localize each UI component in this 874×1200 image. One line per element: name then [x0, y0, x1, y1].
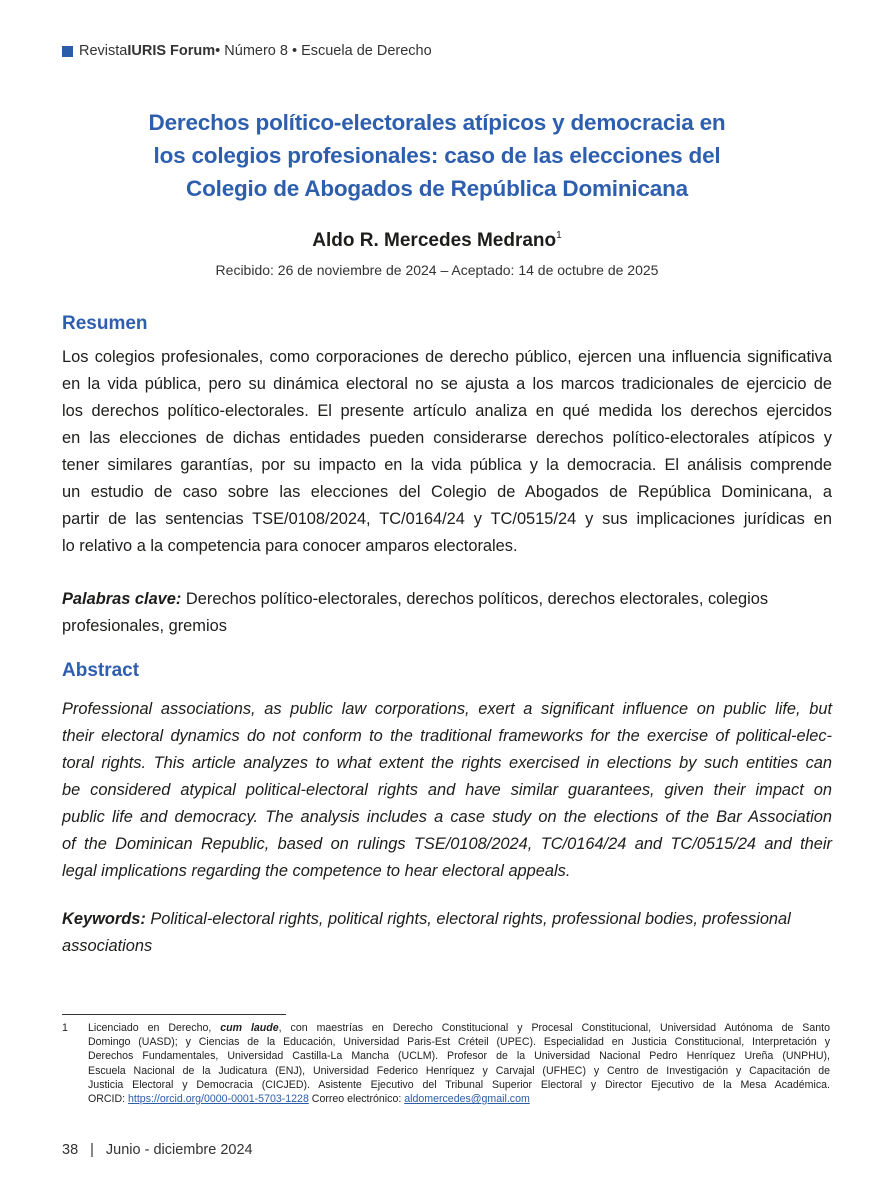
palabras-clave-label: Palabras clave:: [62, 590, 182, 608]
keywords: [62, 906, 832, 960]
author-footnote-mark: 1: [556, 230, 562, 241]
resumen-body: [62, 344, 832, 560]
article-title: [80, 106, 794, 205]
resumen-line: partir de las sentencias TSE/0108/2024, TC/0164/24 y TC/0515/24 y sus implicaciones jurídicas en: [62, 510, 832, 528]
author-name: Aldo R. Mercedes Medrano: [312, 230, 557, 251]
footnote-emphasis: cum laude: [220, 1022, 279, 1034]
email-label: Correo electrónico:: [308, 1093, 405, 1106]
email-link[interactable]: aldomercedes@gmail.com: [404, 1093, 530, 1106]
resumen-line: en la vida pública, pero su dinámica electoral no se ajusta a los marcos tradicionales de ejercicio de: [62, 375, 832, 393]
journal-name: IURIS Forum: [127, 43, 216, 59]
author: [0, 230, 874, 252]
resumen-line: lo relativo a la competencia para conocer amparos electorales.: [62, 537, 518, 555]
keywords-text: Political-electoral rights, political rights, electoral rights, professional bodies, professional: [145, 910, 791, 928]
abstract-heading: Abstract: [62, 660, 140, 681]
footnote-line: [88, 1092, 830, 1106]
footnote-text: , con maestrías en Derecho Constitucional y Procesal Constitucional, Universidad Autónoma de Santo: [278, 1022, 830, 1034]
footnote-line: Justicia Electoral y Democracia (CICJED). Asistente Ejecutivo del Tribunal Superior Electoral y Director Ejecutivo de la Mesa Académica.: [88, 1078, 830, 1091]
issue-period: Junio - diciembre 2024: [105, 1142, 253, 1158]
abstract-line: be considered atypical political-electoral rights and have similar guarantees, given their impact on: [62, 781, 832, 799]
abstract-line: toral rights. This article analyzes to what extent the rights exercised in elections by such entities can: [62, 754, 832, 772]
abstract-line: legal implications regarding the competence to hear electoral appeals.: [62, 862, 571, 880]
footnote: [62, 1021, 830, 1106]
palabras-clave-text: Derechos político-electorales, derechos políticos, derechos electorales, colegios: [181, 590, 769, 608]
title-line: Colegio de Abogados de República Dominicana: [186, 176, 688, 201]
title-line: Derechos político-electorales atípicos y democracia en: [148, 110, 726, 135]
orcid-label: ORCID:: [88, 1093, 129, 1106]
resumen-line: en las elecciones de dichas entidades pueden considerarse derechos político-electorales atípicos y: [62, 429, 832, 447]
footnote-line: Derechos Fundamentales, Universidad Castilla-La Mancha (UCLM). Profesor de la Universidad Nacional Pedro Henríquez Ureña (UNPHU),: [88, 1050, 830, 1063]
footnote-divider: [62, 1014, 286, 1015]
resumen-heading: Resumen: [62, 313, 148, 334]
abstract-line: of the Dominican Republic, based on rulings TSE/0108/2024, TC/0164/24 and TC/0515/24 and their: [62, 835, 832, 853]
orcid-link[interactable]: https://orcid.org/0000-0001-5703-1228: [128, 1093, 309, 1106]
journal-post: • Número 8 • Escuela de Derecho: [215, 43, 432, 59]
footnote-line: Domingo (UASD); y Ciencias de la Educación, Universidad Paris-Est Créteil (UPEC). Especialidad en Justicia Constitucional, Interpretación y: [88, 1036, 830, 1049]
page-footer: [62, 1142, 253, 1158]
keywords-text: associations: [62, 937, 153, 955]
running-header: [62, 43, 432, 59]
header-square-icon: [62, 46, 73, 57]
footer-separator: |: [90, 1142, 94, 1158]
abstract-line: their electoral dynamics do not conform to the traditional frameworks for the exercise of political-elec-: [62, 727, 832, 745]
journal-pre: Revista: [79, 43, 128, 59]
resumen-line: un estudio de caso sobre las elecciones del Colegio de Abogados de República Dominicana, a: [62, 483, 832, 501]
footnote-text: Licenciado en Derecho,: [88, 1022, 221, 1034]
palabras-clave-text: profesionales, gremios: [62, 617, 227, 635]
resumen-line: tener similares garantías, por su impacto en la vida pública y la democracia. El análisis comprende: [62, 456, 832, 474]
abstract-line: public life and democracy. The analysis includes a case study on the elections of the Bar Association: [62, 808, 832, 826]
keywords-label: Keywords:: [62, 910, 146, 928]
resumen-line: Los colegios profesionales, como corporaciones de derecho público, ejercen una influencia significativa: [62, 348, 832, 366]
footnote-line: Escuela Nacional de la Judicatura (ENJ), Universidad Federico Henríquez y Carvajal (UFHEC) y Centro de Investigación y Capacitación de: [88, 1064, 830, 1077]
title-line: los colegios profesionales: caso de las elecciones del: [153, 143, 721, 168]
footnote-line: [88, 1021, 830, 1035]
resumen-line: los derechos político-electorales. El presente artículo analiza en qué medida los derechos ejercidos: [62, 402, 832, 420]
footnote-number: 1: [62, 1022, 68, 1034]
page-number: 38: [62, 1142, 79, 1158]
received-accepted-dates: Recibido: 26 de noviembre de 2024 – Aceptado: 14 de octubre de 2025: [215, 262, 659, 278]
abstract-body: [62, 696, 832, 885]
palabras-clave: [62, 586, 832, 640]
abstract-line: Professional associations, as public law corporations, exert a significant influence on public life, but: [62, 700, 832, 718]
